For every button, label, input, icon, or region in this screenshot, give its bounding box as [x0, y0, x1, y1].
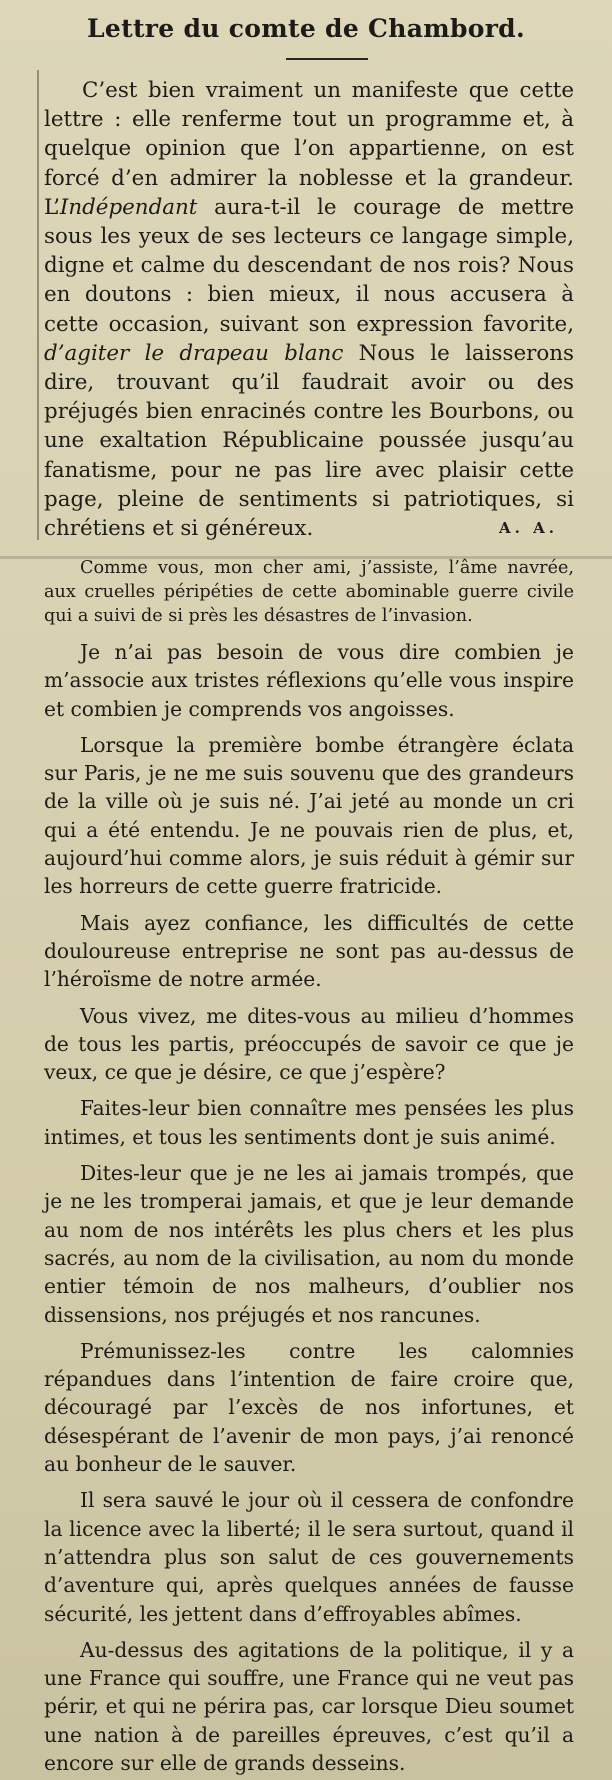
intro-paragraph — [44, 76, 574, 543]
letter-paragraph: Il sera sauvé le jour où il cessera de confondre la licence avec la liberté; il le sera surtout, quand il n’attendra plus son salut de ces gouvernements d’aventure qui, après quelques années de fausse sécurité, les jettent dans d’effroyables abîmes. — [44, 1488, 574, 1626]
title-divider — [286, 58, 368, 60]
intro-text-1: C’est bien vraiment un manifeste que cette lettre : elle renferme tout un programme et, à quelque opinion que l’on appartienne, on est forcé d’en admirer la noblesse et la grandeur. L’ — [44, 78, 574, 220]
journal-name: Indépendant — [59, 194, 198, 220]
letter-paragraph: Dites-leur que je ne les ai jamais trompés, que je ne les tromperai jamais, et que je leur demande au nom de nos intérêts les plus chers et les plus sacrés, au nom de la civilisation, au nom du monde entier témoin de nos malheurs, d’oublier nos dissensions, nos préjugés et nos rancunes. — [44, 1161, 574, 1327]
letter-body — [44, 556, 574, 1780]
letter-paragraph: Prémunissez-les contre les calomnies répandues dans l’intention de faire croire que, découragé par l’excès de nos infortunes, et désespérant de l’avenir de mon pays, j’ai renoncé au bonheur de le sauver. — [44, 1338, 574, 1477]
letter-paragraph: Lorsque la première bombe étrangère éclata sur Paris, je ne me suis souvenu que des grandeurs de la ville où je suis né. J’ai jeté au monde un cri qui a été entendu. Je ne pouvais rien de plus, et, aujourd’hui comme alors, je suis réduit à gémir sur les horreurs de cette guerre fratricide. — [44, 732, 574, 899]
intro-text-3: Nous le laisserons dire, trouvant qu’il faudrait avoir ou des préjugés bien enracinés contre les Bourbons, ou une exaltation Républicaine poussée jusqu’au fanatisme, pour ne pas lire avec plaisir cette page, pleine de sentiments si patriotiques, si chrétiens et si généreux. — [44, 340, 574, 542]
column-rule — [37, 70, 39, 540]
letter-paragraph: Vous vivez, me dites-vous au milieu d’hommes de tous les partis, préoccupés de savoir ce que je veux, ce que je désire, ce que j’espère? — [44, 1003, 574, 1085]
author-signature: A. A. — [499, 519, 558, 538]
letter-paragraph: Je n’ai pas besoin de vous dire combien je m’associe aux tristes réflexions qu’elle vous inspire et combien je comprends vos angoisses. — [44, 640, 574, 721]
letter-paragraph: Mais ayez confiance, les difficultés de cette douloureuse entreprise ne sont pas au-dessus de l’héroïsme de notre armée. — [44, 910, 574, 992]
article-title: Lettre du comte de Chambord. — [87, 14, 525, 43]
intro-text-2: aura-t-il le courage de mettre sous les yeux de ses lecteurs ce langage simple, digne et calme du descendant de nos rois? Nous en doutons : bien mieux, il nous accusera à cette occasion, suivant son expression favorite, — [44, 194, 574, 337]
quoted-phrase: d’agiter le drapeau blanc — [44, 340, 344, 366]
letter-paragraph: Au-dessus des agitations de la politique, il y a une France qui souffre, une France qui ne veut pas périr, et qui ne périra pas, car lorsque Dieu soumet une nation à de pareilles épreuves, c’est qu’il a encore sur elle de grands desseins. — [44, 1637, 574, 1775]
letter-paragraph: Faites-leur bien connaître mes pensées les plus intimes, et tous les sentiments dont je suis animé. — [44, 1096, 574, 1149]
letter-paragraph: Comme vous, mon cher ami, j’assiste, l’âme navrée, aux cruelles péripéties de cette abominable guerre civile qui a suivi de si près les désastres de l’invasion. — [44, 558, 574, 626]
